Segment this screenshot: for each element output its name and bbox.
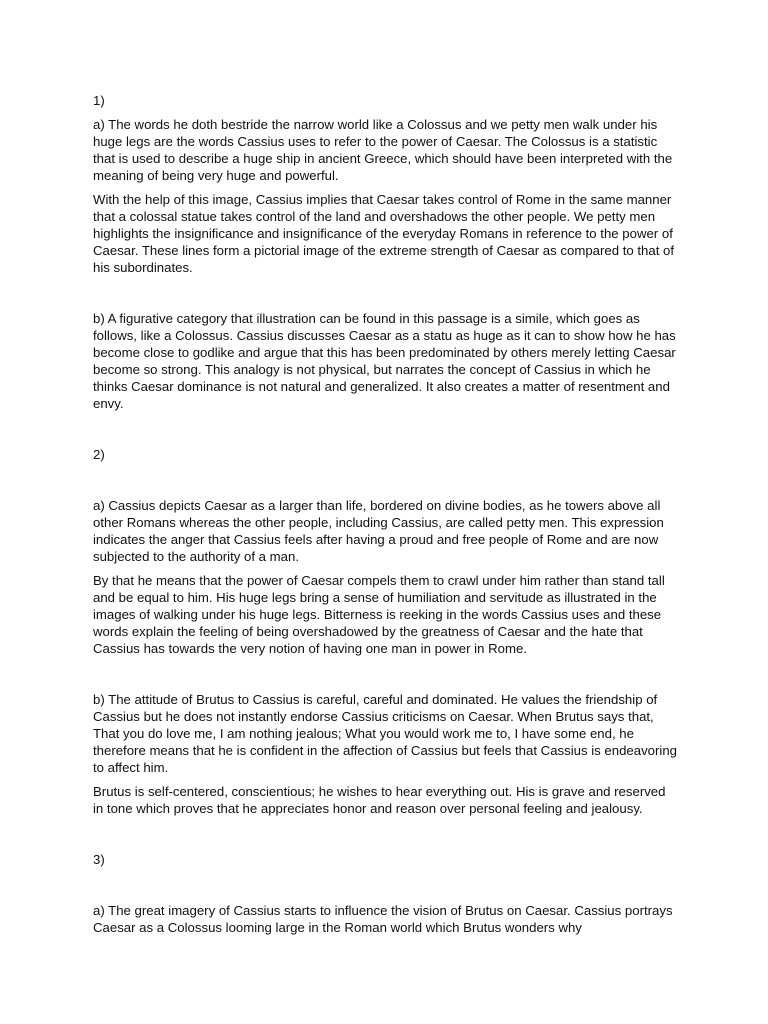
section-2b-continuation-paragraph: Brutus is self-centered, conscientious; he wishes to hear everything out. His is grave and reserved in tone which proves that he appreciates honor and reason over personal feeling and jealousy. [93, 784, 666, 816]
document-page [93, 92, 679, 936]
section-2a-paragraph: a) Cassius depicts Caesar as a larger than life, bordered on divine bodies, as he towers above all other Romans whereas the other people, including Cassius, are called petty men. This expression indicates the anger that Cassius feels after having a proud and free people of Rome and are now subjected to the authority of a man. [93, 498, 664, 564]
section-1a-continuation-paragraph: With the help of this image, Cassius implies that Caesar takes control of Rome in the same manner that a colossal statue takes control of the land and overshadows the other people. We petty men highlights the insignificance and insignificance of the everyday Romans in reference to the power of Caesar. These lines form a pictorial image of the extreme strength of Caesar as compared to that of his subordinates. [93, 192, 675, 275]
section-2-heading: 2) [93, 447, 105, 462]
section-1b-paragraph: b) A figurative category that illustration can be found in this passage is a simile, which goes as follows, like a Colossus. Cassius discusses Caesar as a statu as huge as it can to show how he has become close to godlike and argue that this has been predominated by others merely letting Caesar become so strong. This analogy is not physical, but narrates the concept of Cassius in which he thinks Caesar dominance is not natural and generalized. It also creates a matter of resentment and envy. [93, 311, 676, 411]
section-1a-paragraph: a) The words he doth bestride the narrow world like a Colossus and we petty men walk under his huge legs are the words Cassius uses to refer to the power of Caesar. The Colossus is a statistic that is used to describe a huge ship in ancient Greece, which should have been interpreted with the meaning of being very huge and powerful. [93, 117, 673, 183]
section-3-heading: 3) [93, 852, 105, 867]
section-2b-paragraph: b) The attitude of Brutus to Cassius is careful, careful and dominated. He values the friendship of Cassius but he does not instantly endorse Cassius criticisms on Caesar. When Brutus says that, That you do love me, I am nothing jealous; What you would work me to, I have some end, he therefore means that he is confident in the affection of Cassius but feels that Cassius is endeavoring to affect him. [93, 692, 678, 775]
section-3a-paragraph: a) The great imagery of Cassius starts to influence the vision of Brutus on Caesar. Cassius portrays Caesar as a Colossus looming large in the Roman world which Brutus wonders why [93, 903, 673, 935]
section-2a-continuation-paragraph: By that he means that the power of Caesar compels them to crawl under him rather than stand tall and be equal to him. His huge legs bring a sense of humiliation and servitude as illustrated in the images of walking under his huge legs. Bitterness is reeking in the words Cassius uses and these words explain the feeling of being overshadowed by the greatness of Caesar and the hate that Cassius has towards the very notion of having one man in power in Rome. [93, 573, 665, 656]
section-1-heading: 1) [93, 93, 105, 108]
